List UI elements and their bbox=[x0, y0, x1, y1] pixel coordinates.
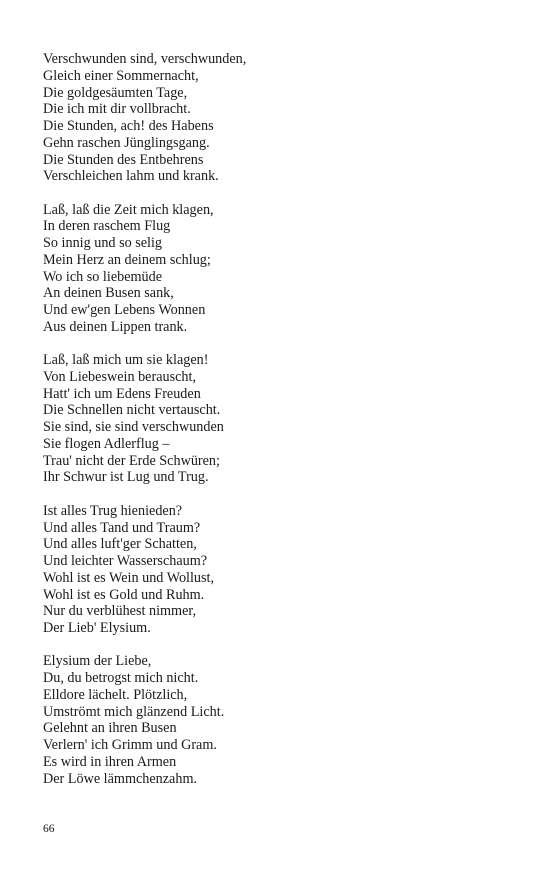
poem-line: Die ich mit dir vollbracht. bbox=[43, 101, 191, 118]
poem-line: Die goldgesäumten Tage, bbox=[43, 84, 188, 101]
poem-line: Und alles luft'ger Schatten, bbox=[43, 536, 197, 553]
stanza-3 bbox=[43, 352, 513, 486]
poem-line: Nur du verblühest nimmer, bbox=[43, 603, 197, 620]
poem-line: Ist alles Trug hienieden? bbox=[43, 502, 183, 519]
poem-line: Es wird in ihren Armen bbox=[43, 753, 177, 770]
poem-line: Mein Herz an deinem schlug; bbox=[43, 251, 211, 268]
poem-line: In deren raschem Flug bbox=[43, 218, 171, 235]
poem-line: Hatt' ich um Edens Freuden bbox=[43, 385, 201, 402]
poem-line: Der Lieb' Elysium. bbox=[43, 620, 151, 637]
poem-line: Elldore lächelt. Plötzlich, bbox=[43, 686, 188, 703]
poem-line: Verlern' ich Grimm und Gram. bbox=[43, 737, 217, 754]
poem-line: Umströmt mich glänzend Licht. bbox=[43, 703, 225, 720]
poem-line: Und leichter Wasserschaum? bbox=[43, 553, 208, 570]
poem-line: Und ew'gen Lebens Wonnen bbox=[43, 302, 206, 319]
poem-line: An deinen Busen sank, bbox=[43, 285, 174, 302]
page-number: 66 bbox=[43, 823, 55, 835]
stanza-1 bbox=[43, 51, 513, 185]
poem-line: Gehn raschen Jünglingsgang. bbox=[43, 134, 210, 151]
poem-line: Laß, laß die Zeit mich klagen, bbox=[43, 201, 214, 218]
poem-line: Der Löwe lämmchenzahm. bbox=[43, 770, 198, 787]
poem-line: Wohl ist es Wein und Wollust, bbox=[43, 569, 215, 586]
poem-line: Laß, laß mich um sie klagen! bbox=[43, 352, 209, 369]
poem-line: Trau' nicht der Erde Schwüren; bbox=[43, 452, 220, 469]
poem-line: Wohl ist es Gold und Ruhm. bbox=[43, 586, 205, 603]
stanza-2 bbox=[43, 202, 513, 336]
poem-line: Verschwunden sind, verschwunden, bbox=[43, 51, 247, 67]
poem-line: Wo ich so liebemüde bbox=[43, 268, 163, 285]
poem-line: Sie flogen Adlerflug – bbox=[43, 435, 170, 452]
stanza-4 bbox=[43, 503, 513, 637]
poem-line: Gleich einer Sommernacht, bbox=[43, 67, 199, 84]
poem bbox=[43, 51, 513, 804]
poem-line: Verschleichen lahm und krank. bbox=[43, 168, 219, 185]
poem-line: Die Stunden, ach! des Habens bbox=[43, 118, 214, 134]
poem-line: Du, du betrogst mich nicht. bbox=[43, 670, 199, 687]
poem-line: Die Stunden des Entbehrens bbox=[43, 151, 204, 168]
poem-line: Und alles Tand und Traum? bbox=[43, 519, 201, 536]
stanza-5 bbox=[43, 653, 513, 787]
poem-line: Ihr Schwur ist Lug und Trug. bbox=[43, 469, 209, 486]
poem-line: Von Liebeswein berauscht, bbox=[43, 368, 196, 385]
poem-line: Gelehnt an ihren Busen bbox=[43, 720, 177, 737]
poem-line: Elysium der Liebe, bbox=[43, 653, 152, 670]
poem-line: Die Schnellen nicht vertauscht. bbox=[43, 402, 221, 419]
poem-line: Sie sind, sie sind verschwunden bbox=[43, 419, 224, 436]
poem-line: Aus deinen Lippen trank. bbox=[43, 318, 188, 335]
poem-line: So innig und so selig bbox=[43, 235, 163, 252]
